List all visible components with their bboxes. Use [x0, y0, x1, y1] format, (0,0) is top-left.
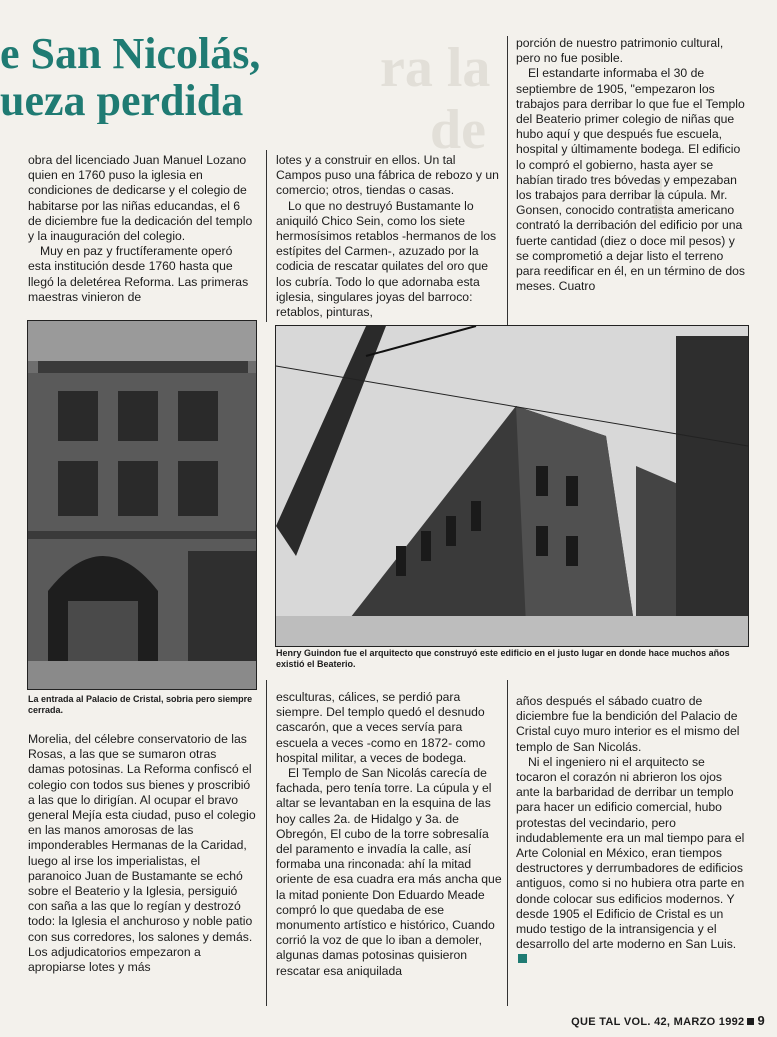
- magazine-issue: QUE TAL VOL. 42, MARZO 1992: [571, 1016, 745, 1028]
- palacio-building-illustration: [276, 326, 748, 646]
- paragraph: obra del licenciado Juan Manuel Lozano quien en 1760 puso la iglesia en condiciones de dedicarse y el colegio de habitarse por las niñas educandas, el 6 de diciembre fue la dedicación del templo y la inauguración del colegio.: [28, 153, 253, 244]
- page-number: 9: [757, 1013, 765, 1028]
- paragraph: El estandarte informaba el 30 de septiembre de 1905, "empezaron los trabajos para derribar lo que fue el Templo del Beaterio primer colegio de niñas que hubo aquí y que después fue escuela, hospital y últimamente bodega. El edificio lo compró el gobierno, hasta ayer se habían tirado tres bóvedas y empezaban los trabajos para derribar la cúpula. Mr. Gonsen, conocido contratista americano contrató la derribación del edificio por una fuerte cantidad (diez o doce mil pesos) y se comprometió a dejar listo el terreno para reedificar en él, en un término de dos meses. Cuatro: [516, 66, 745, 294]
- photo-palacio-entrance: [27, 320, 257, 690]
- end-mark-icon: [518, 954, 527, 963]
- photo-palacio-building: [275, 325, 749, 647]
- paragraph: Lo que no destruyó Bustamante lo aniquiló Chico Sein, como los siete hermosísimos retablos -hermanos de los estípites del Carmen-, azuzado por la codicia de rescatar quilates del oro que los cubría. Todo lo que adornaba esta iglesia, singulares joyas del barroco: retablos, pinturas,: [276, 198, 497, 320]
- headline-line-1: e San Nicolás,: [0, 30, 261, 77]
- column-rule: [266, 680, 267, 1006]
- page-footer: [571, 1013, 765, 1028]
- background-lettering: ra la: [380, 37, 491, 99]
- photo-caption-left: La entrada al Palacio de Cristal, sobria pero siempre cerrada.: [28, 694, 253, 715]
- building-entrance-illustration: [28, 321, 256, 689]
- column-rule: [507, 36, 508, 326]
- column-2-top: [276, 153, 504, 320]
- column-1-bottom: [28, 732, 256, 975]
- background-lettering: l: [650, 169, 666, 231]
- background-lettering: de: [430, 99, 486, 161]
- paragraph-text: Ni el ingeniero ni el arquitecto se tocaron el corazón ni abrieron los ojos ante la barbaridad de derribar un templo para hacer un edificio comercial, hubo protestas del vecindario, pero indudablemente era un mal tiempo para el Arte Colonial en México, eran tiempos destructores y derrumbadores de edificios antiguos, como si no hubiera otra parte en donde colocar sus edificios modernos. Y desde 1905 el Edificio de Cristal es un mudo testigo de la intransigencia y el desarrollo del arte moderno en San Luis.: [516, 754, 745, 952]
- headline-line-2: ueza perdida: [0, 77, 244, 124]
- paragraph: esculturas, cálices, se perdió para siempre. Del templo quedó el desnudo cascarón, que a veces servía para escuela a veces -como en 1872- como hospital militar, a veces de bodega.: [276, 690, 486, 765]
- paragraph: años después el sábado cuatro de diciembre fue la bendición del Palacio de Cristal cuyo muro interior es el mismo del templo de San Nicolás.: [516, 694, 740, 754]
- paragraph: Muy en paz y fructíferamente operó esta institución desde 1760 hasta que llegó la deletérea Reforma. Las primeras maestras vinieron de: [28, 244, 249, 304]
- paragraph: lotes y a construir en ellos. Un tal Campos puso una fábrica de rebozo y un comercio; otros, tiendas o casas.: [276, 153, 499, 198]
- photo-caption-right: Henry Guindon fue el arquitecto que construyó este edificio en el justo lugar en donde hace muchos años existió el Beaterio.: [276, 648, 730, 669]
- column-rule: [507, 680, 508, 1006]
- column-3-top: [516, 36, 746, 294]
- column-1-top: [28, 153, 256, 305]
- headline: [0, 30, 420, 124]
- paragraph: porción de nuestro patrimonio cultural, pero no fue posible.: [516, 36, 724, 66]
- square-bullet-icon: [747, 1018, 754, 1025]
- column-rule: [266, 150, 267, 322]
- paragraph: [516, 755, 746, 968]
- column-2-bottom: [276, 690, 504, 979]
- paragraph: El Templo de San Nicolás carecía de fachada, pero tenía torre. La cúpula y el altar se levantaban en la esquina de las hoy calles 2a. de Hidalgo y 3a. de Obregón, El cubo de la torre sobresalía del paramento e invadía la calle, así formaba una rinconada: ahí la mitad oriente de esa cuadra era más ancha que la mitad poniente Don Eduardo Meade compró lo que quedaba de ese monumento artístico e histórico, Cuando corrió la voz de que lo iban a demoler, algunas damas potosinas quisieron rescatar esa aniquilada: [276, 766, 502, 978]
- paragraph: Morelia, del célebre conservatorio de las Rosas, a las que se sumaron otras damas potosinas. La Reforma confiscó el colegio con todos sus bienes y proscribió a las que lo dirigían. Al ocupar el bravo general Mejía esta ciudad, puso el colegio en las manos amorosas de las imponderables Hermanas de la Caridad, luego al irse los imperialistas, el paranoico Juan de Bustamante se echó sobre el Beaterio y la Iglesia, persiguió con saña a las que lo regían y destrozó todo: la Iglesia el anchuroso y noble patio con sus corredores, los salones y demás. Los adjudicatorios empezaron a apropiarse lotes y más: [28, 732, 256, 975]
- column-3-bottom: [516, 694, 746, 968]
